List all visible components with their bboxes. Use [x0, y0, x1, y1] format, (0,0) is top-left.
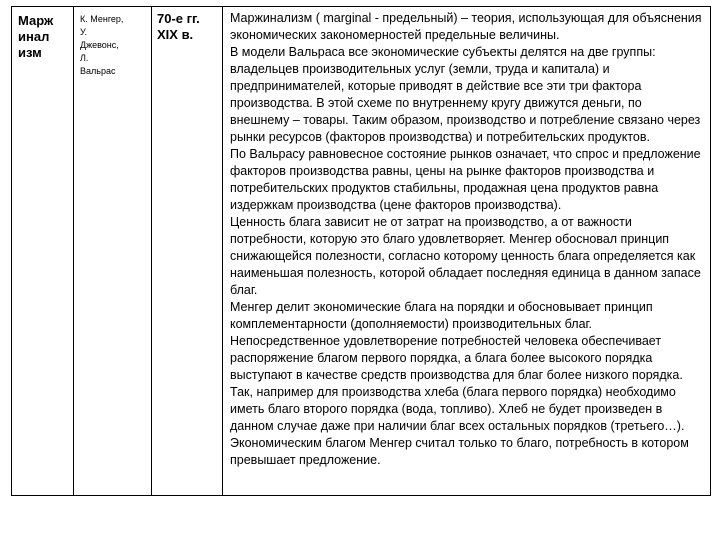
period-cell — [152, 7, 223, 496]
description-paragraph: По Вальрасу равновесное состояние рынков означает, что спрос и предложение факторов производства равны, цены на рынке факторов производства и потребительских продуктов стабильны, продажная цена продуктов равна издержкам производства (цене факторов производства). — [230, 147, 701, 212]
table-row — [12, 7, 711, 496]
school-name-line: Марж — [18, 13, 54, 28]
author-line: У. — [80, 27, 88, 37]
author-line: Джевонс, — [80, 40, 119, 50]
period-line: 70-е гг. — [157, 11, 200, 26]
description-paragraph: В модели Вальраса все экономические субъекты делятся на две группы: владельцев производительных услуг (земли, труда и капитала) и предпринимателей, которые приводят в действие все эти три фактора производства. В этой схеме по внутреннему кругу движутся деньги, по внешнему – товары. Таким образом, производство и потребление связано через рынки ресурсов (факторов производства) и потребительских продуктов. — [230, 45, 701, 144]
description-paragraph: Менгер делит экономические блага на порядки и обосновывает принцип комплементарности (дополняемости) производительных благ. Непосредственное удовлетворение потребностей человека обеспечивает распоряжение благом первого порядка, а блага более высокого порядка выступают в качестве средств производства для благ более низкого порядка. Так, например для производства хлеба (блага первого порядка) необходимо иметь благо второго порядка (вода, топливо). Хлеб не будет произведен в данном случае даже при наличии благ всех остальных порядков (третьего…). Экономическим благом Менгер считал только то благо, потребность в котором превышает предложение. — [230, 300, 689, 467]
author-line: Вальрас — [80, 66, 116, 76]
authors-cell — [74, 7, 152, 496]
school-name-line: изм — [18, 45, 42, 60]
theory-table — [11, 6, 711, 496]
author-line: К. Менгер, — [80, 14, 124, 24]
description-paragraph: Ценность блага зависит не от затрат на производство, а от важности потребности, которую это благо удовлетворяет. Менгер обосновал принцип снижающейся полезности, согласно которому ценность блага определяется как наименьшая полезность, которой обладает последняя единица в данном запасе благ. — [230, 215, 701, 297]
description-cell — [223, 7, 711, 496]
author-line: Л. — [80, 53, 89, 63]
school-cell — [12, 7, 74, 496]
period-line: XIX в. — [157, 27, 194, 42]
school-name-line: инал — [18, 29, 50, 44]
description-paragraph: Маржинализм ( marginal - предельный) – теория, использующая для объяснения экономических закономерностей предельные величины. — [230, 11, 702, 42]
